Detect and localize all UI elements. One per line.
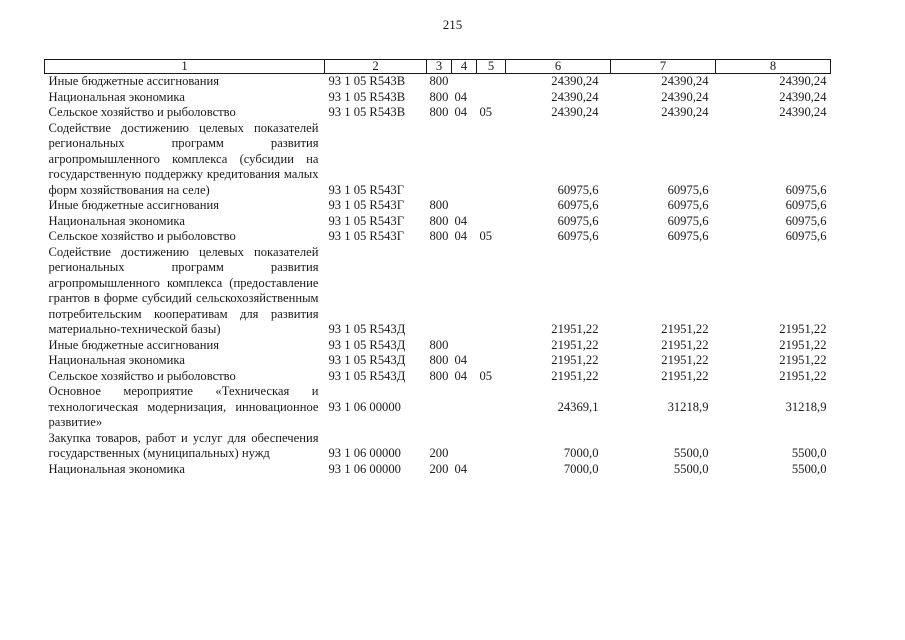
row-amount-col7: 24390,24 (661, 74, 709, 88)
row-amount-col8: 21951,22 (779, 337, 827, 352)
row-expense-type (427, 121, 452, 199)
row-expense-type: 800 (429, 337, 449, 352)
row-amount-col7: 5500,0 (673, 446, 709, 460)
row-amount-col7: 5500,0 (673, 461, 709, 476)
row-name: Содействие достижению целевых показателей региональных программ развития агропромышленного комплекса (предоставление грантов в форме субсидий сельскохозяйственным потребительским кооперативам для развития материально-технической базы) (48, 244, 319, 336)
row-amount-col7: 21951,22 (661, 322, 709, 336)
row-amount-col8: 60975,6 (785, 198, 827, 212)
row-subsection (477, 245, 506, 338)
row-name: Иные бюджетные ассигнования (48, 198, 220, 212)
row-code: 93 1 05 R543Г (328, 182, 405, 197)
table-row (45, 353, 831, 369)
row-name: Сельское хозяйство и рыболовство (48, 105, 236, 119)
row-amount-col8: 24390,24 (779, 89, 827, 104)
row-name: Сельское хозяйство и рыболовство (48, 368, 236, 383)
row-subsection (477, 90, 506, 106)
row-subsection: 05 (479, 105, 493, 119)
column-header-row (45, 60, 831, 74)
row-code: 93 1 05 R543В (328, 74, 406, 88)
table-row (45, 431, 831, 462)
row-amount-col7: 24390,24 (661, 89, 709, 104)
row-name: Иные бюджетные ассигнования (48, 337, 220, 352)
row-amount-col8: 24390,24 (779, 105, 827, 119)
page-number: 215 (442, 17, 463, 32)
row-amount-col8: 60975,6 (785, 229, 827, 243)
row-section: 04 (454, 368, 468, 383)
row-amount-col8: 60975,6 (785, 213, 827, 228)
row-amount-col8: 21951,22 (779, 322, 827, 336)
row-amount-col6: 60975,6 (557, 182, 599, 197)
row-code: 93 1 05 R543Д (328, 322, 406, 336)
row-subsection (477, 214, 506, 230)
row-amount-col6: 7000,0 (563, 461, 599, 476)
row-amount-col7: 24390,24 (661, 105, 709, 119)
column-header: 4 (452, 60, 477, 74)
row-section: 04 (454, 229, 468, 243)
row-amount-col6: 21951,22 (551, 337, 599, 352)
row-name: Закупка товаров, работ и услуг для обеспечения государственных (муниципальных) нужд (48, 430, 319, 460)
table-row (45, 105, 831, 121)
row-code: 93 1 05 R543В (328, 89, 406, 104)
row-subsection (477, 74, 506, 90)
row-code: 93 1 05 R543Г (328, 213, 405, 228)
row-section (452, 245, 477, 338)
column-header: 2 (325, 60, 427, 74)
row-amount-col8: 24390,24 (779, 74, 827, 88)
row-expense-type: 800 (429, 353, 449, 367)
table-row (45, 384, 831, 431)
table-row (45, 198, 831, 214)
row-amount-col6: 24390,24 (551, 74, 599, 88)
row-code: 93 1 06 00000 (328, 399, 401, 414)
row-section: 04 (454, 89, 468, 104)
table-row (45, 90, 831, 106)
column-header: 1 (45, 60, 325, 74)
column-header: 5 (477, 60, 506, 74)
row-amount-col7: 60975,6 (667, 182, 709, 197)
row-amount-col8: 5500,0 (791, 461, 827, 476)
row-amount-col8: 21951,22 (779, 368, 827, 383)
row-amount-col6: 24390,24 (551, 105, 599, 119)
row-amount-col6: 60975,6 (557, 198, 599, 212)
row-amount-col8: 60975,6 (785, 182, 827, 197)
row-expense-type: 800 (429, 198, 449, 212)
row-expense-type: 800 (429, 229, 449, 243)
table-row (45, 338, 831, 354)
table-row (45, 74, 831, 90)
row-section (452, 198, 477, 214)
row-amount-col7: 60975,6 (667, 213, 709, 228)
row-subsection (477, 431, 506, 462)
row-section: 04 (454, 353, 468, 367)
row-expense-type (427, 384, 452, 431)
row-amount-col6: 60975,6 (557, 229, 599, 243)
row-code: 93 1 06 00000 (328, 446, 401, 460)
row-code: 93 1 05 R543В (328, 105, 406, 119)
column-header: 7 (611, 60, 716, 74)
row-subsection (477, 121, 506, 199)
row-expense-type: 800 (429, 105, 449, 119)
row-subsection: 05 (479, 229, 493, 243)
table-row (45, 121, 831, 199)
row-section (452, 74, 477, 90)
row-code: 93 1 05 R543Г (328, 198, 405, 212)
row-section: 04 (454, 461, 468, 476)
row-amount-col6: 60975,6 (557, 213, 599, 228)
row-subsection: 05 (479, 368, 493, 383)
row-code: 93 1 05 R543Д (328, 337, 406, 352)
row-amount-col7: 21951,22 (661, 353, 709, 367)
row-amount-col6: 24369,1 (557, 399, 599, 414)
row-amount-col7: 60975,6 (667, 198, 709, 212)
row-amount-col6: 21951,22 (551, 368, 599, 383)
row-code: 93 1 05 R543Г (328, 229, 405, 243)
row-section: 04 (454, 213, 468, 228)
row-amount-col8: 31218,9 (785, 399, 827, 414)
row-section (452, 338, 477, 354)
row-name: Сельское хозяйство и рыболовство (48, 229, 236, 243)
column-header: 3 (427, 60, 452, 74)
row-name: Национальная экономика (48, 461, 185, 476)
column-header: 8 (716, 60, 831, 74)
row-amount-col7: 21951,22 (661, 337, 709, 352)
row-expense-type: 800 (429, 368, 449, 383)
row-amount-col8: 21951,22 (779, 353, 827, 367)
row-amount-col6: 24390,24 (551, 89, 599, 104)
row-name: Содействие достижению целевых показателей региональных программ развития агропромышленного комплекса (субсидии на государственную поддержку кредитования малых форм хозяйствования на селе) (48, 120, 319, 197)
row-expense-type: 200 (429, 446, 449, 460)
row-amount-col7: 21951,22 (661, 368, 709, 383)
row-section (452, 384, 477, 431)
row-name: Национальная экономика (48, 213, 185, 228)
row-amount-col6: 21951,22 (551, 353, 599, 367)
row-name: Основное мероприятие «Техническая и технологическая модернизация, инновационное развитие» (48, 384, 319, 429)
row-amount-col7: 31218,9 (667, 399, 709, 414)
row-name: Иные бюджетные ассигнования (48, 74, 220, 88)
row-expense-type: 800 (429, 89, 449, 104)
row-amount-col7: 60975,6 (667, 229, 709, 243)
row-expense-type: 800 (429, 74, 449, 88)
table-row (45, 462, 831, 478)
row-section: 04 (454, 105, 468, 119)
row-code: 93 1 05 R543Д (328, 353, 406, 367)
table-row (45, 369, 831, 385)
row-amount-col6: 21951,22 (551, 322, 599, 336)
table-row (45, 229, 831, 245)
row-subsection (477, 198, 506, 214)
row-name: Национальная экономика (48, 89, 185, 104)
row-section (452, 121, 477, 199)
column-header: 6 (506, 60, 611, 74)
row-code: 93 1 06 00000 (328, 461, 401, 476)
row-expense-type (427, 245, 452, 338)
row-expense-type: 200 (429, 461, 449, 476)
row-subsection (477, 462, 506, 478)
row-name: Национальная экономика (48, 353, 185, 367)
budget-table (44, 59, 831, 477)
row-section (452, 431, 477, 462)
row-subsection (477, 384, 506, 431)
row-amount-col6: 7000,0 (563, 446, 599, 460)
table-row (45, 245, 831, 338)
row-subsection (477, 353, 506, 369)
row-expense-type: 800 (429, 213, 449, 228)
row-subsection (477, 338, 506, 354)
table-row (45, 214, 831, 230)
row-code: 93 1 05 R543Д (328, 368, 406, 383)
row-amount-col8: 5500,0 (791, 446, 827, 460)
